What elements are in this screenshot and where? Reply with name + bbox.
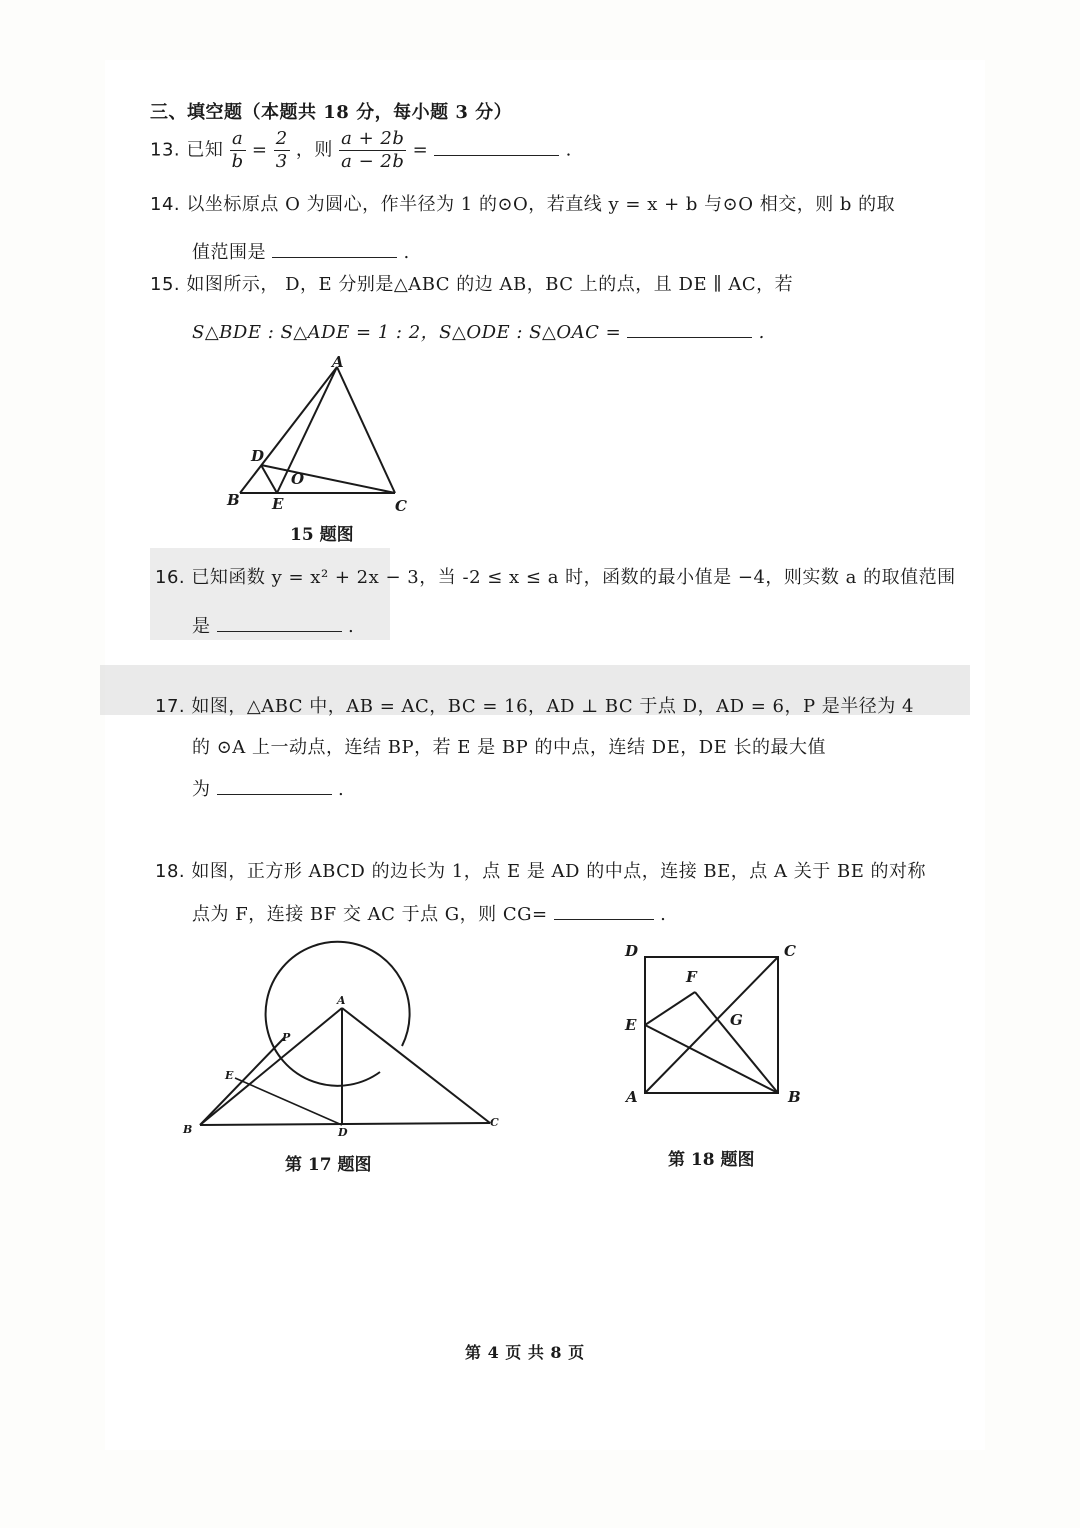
answer-blank[interactable] [217, 617, 342, 632]
label-C: C [490, 1116, 499, 1129]
question-17-line2: 的 ⊙A 上一动点，连结 BP，若 E 是 BP 的中点，连结 DE，DE 长的最大值 [192, 737, 827, 758]
figure-17 [180, 935, 510, 1145]
question-17-line3: 为 . [192, 779, 345, 800]
segment-BE [645, 1025, 778, 1093]
fraction-2-over-3: $\frac{2}{3}$ [275, 128, 288, 172]
label-E: E [272, 495, 284, 513]
question-18-line2: 点为 F，连接 BF 交 AC 于点 G，则 CG= . [192, 904, 667, 925]
label-C: C [784, 942, 796, 960]
segment-DC [261, 465, 395, 493]
question-13: 13. 已知 $\frac{a}{b}$ = $\frac{2}{3}$ ，则 $\frac{a + 2b}{a - 2b}$ = . [150, 128, 572, 172]
side-AB [200, 1008, 342, 1125]
segment-BF [695, 992, 778, 1093]
segment-DE [261, 465, 277, 493]
label-F: F [686, 968, 697, 986]
answer-blank[interactable] [217, 780, 332, 795]
page-footer: 第 4 页 共 8 页 [465, 1343, 585, 1362]
label-D: D [625, 942, 639, 960]
diagonal-AC [645, 957, 778, 1093]
question-16: 16. 已知函数 y = x² + 2x − 3，当 -2 ≤ x ≤ a 时，函数的最小值是 −4，则实数 a 的取值范围 [155, 567, 956, 588]
fraction-a-over-b: $\frac{a}{b}$ [231, 128, 244, 172]
answer-blank[interactable] [554, 905, 654, 920]
answer-blank[interactable] [434, 141, 559, 156]
side-BC [200, 1123, 490, 1125]
label-B: B [788, 1088, 801, 1106]
figure-18 [618, 935, 808, 1115]
question-14: 14. 以坐标原点 O 为圆心，作半径为 1 的⊙O，若直线 y = x + b 与⊙O 相交，则 b 的取 [150, 194, 896, 215]
fraction-expression: $\frac{a + 2b}{a - 2b}$ [341, 128, 405, 172]
question-18: 18. 如图，正方形 ABCD 的边长为 1，点 E 是 AD 的中点，连接 BE，点 A 关于 BE 的对称 [155, 861, 927, 882]
section-heading: 三、填空题（本题共 18 分，每小题 3 分） [150, 102, 513, 123]
question-14-line2: 值范围是 . [192, 242, 410, 263]
label-O: O [291, 470, 305, 488]
side-AC [337, 367, 395, 493]
answer-blank[interactable] [627, 323, 752, 338]
label-E: E [225, 1069, 234, 1082]
side-AC [342, 1008, 490, 1123]
label-E: E [625, 1016, 637, 1034]
question-16-line2: 是 . [192, 616, 355, 637]
question-15: 15. 如图所示， D，E 分别是△ABC 的边 AB，BC 上的点，且 DE ∥ AC，若 [150, 274, 794, 295]
label-C: C [395, 497, 407, 515]
label-D: D [338, 1126, 348, 1139]
figure-15-caption: 15 题图 [290, 525, 354, 545]
label-B: B [227, 491, 240, 509]
label-G: G [730, 1011, 743, 1029]
label-A: A [626, 1088, 638, 1106]
label-A: A [337, 994, 346, 1007]
circle-A [266, 942, 410, 1086]
figure-18-caption: 第 18 题图 [668, 1150, 755, 1170]
side-AB [240, 367, 337, 493]
figure-15 [215, 355, 415, 515]
question-15-line2: S△BDE : S△ADE = 1 : 2，S△ODE : S△OAC = . [192, 322, 765, 343]
figure-17-caption: 第 17 题图 [285, 1155, 372, 1175]
label-P: P [282, 1031, 291, 1044]
label-D: D [251, 447, 265, 465]
answer-blank[interactable] [272, 243, 397, 258]
question-17: 17. 如图，△ABC 中，AB = AC，BC = 16，AD ⊥ BC 于点 D，AD = 6，P 是半径为 4 [155, 696, 914, 717]
label-A: A [332, 355, 344, 371]
label-B: B [183, 1123, 193, 1136]
segment-EF [645, 992, 695, 1025]
